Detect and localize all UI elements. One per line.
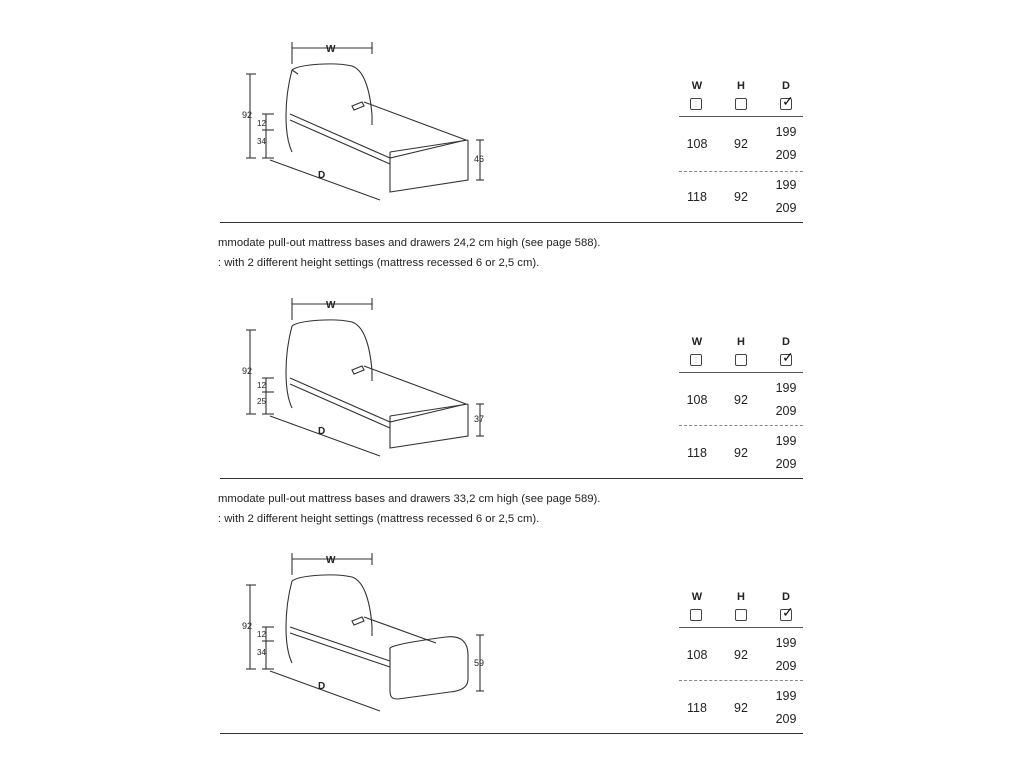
row2-height: 92 [734,446,748,460]
table-divider [679,372,803,373]
checkbox-d[interactable] [780,349,794,366]
checkbox-w[interactable] [690,98,702,110]
col-header-d: D [782,591,790,603]
note-line-2: : with 2 different height settings (mattress recessed 6 or 2,5 cm). [218,257,540,269]
col-header-w: W [691,336,703,348]
dim-headboard-low-label: 12 [257,630,266,639]
dim-d-label: D [318,426,326,437]
row2-depth-2: 209 [775,457,797,471]
checkbox-w[interactable] [690,354,702,366]
dim-d-label: D [318,170,326,181]
row-divider [679,425,803,426]
row1-depth-2: 209 [775,659,797,673]
spec-table-3 [679,591,803,736]
dim-end-label: 46 [474,154,485,164]
bed-drawing-2 [240,296,500,461]
dim-end-label: 59 [474,658,485,668]
note-line-2: : with 2 different height settings (mattress recessed 6 or 2,5 cm). [218,513,540,525]
row1-width: 108 [686,137,708,151]
row1-depth-2: 209 [775,404,797,418]
dim-d-label: D [318,681,326,692]
checkbox-d[interactable] [780,93,794,110]
spec-table-2 [679,336,803,481]
row1-height: 92 [734,393,748,407]
row1-depth-1: 199 [775,636,797,650]
row2-depth-2: 209 [775,201,797,215]
checkbox-w[interactable] [690,609,702,621]
col-header-w: W [691,591,703,603]
dim-height-label: 92 [242,621,253,631]
dim-frame-label: 34 [257,137,266,146]
row2-depth-1: 199 [775,434,797,448]
note-line-1: mmodate pull-out mattress bases and drawers 33,2 cm high (see page 589). [218,493,601,505]
bed-drawing-3 [240,551,500,716]
row1-depth-1: 199 [775,125,797,139]
dim-end-label: 37 [474,414,485,424]
row1-height: 92 [734,137,748,151]
col-header-d: D [782,336,790,348]
dim-headboard-low-label: 12 [257,381,266,390]
table-divider [679,116,803,117]
dim-w-label: W [326,44,336,55]
checkbox-h[interactable] [735,609,747,621]
check-icon: ✓ [782,93,794,109]
section-baseline [220,478,803,479]
row2-width: 118 [687,701,707,715]
dim-height-label: 92 [242,366,253,376]
row-divider [679,171,803,172]
bed-drawing-1 [240,40,500,205]
col-header-h: H [737,80,745,92]
col-header-h: H [737,336,745,348]
row1-width: 108 [686,648,708,662]
row2-depth-1: 199 [775,689,797,703]
checkbox-h[interactable] [735,98,747,110]
row2-depth-2: 209 [775,712,797,726]
row2-width: 118 [687,446,707,460]
checkbox-h[interactable] [735,354,747,366]
dim-headboard-low-label: 12 [257,119,266,128]
check-icon: ✓ [782,349,794,365]
col-header-h: H [737,591,745,603]
dim-height-label: 92 [242,110,253,120]
row1-depth-1: 199 [775,381,797,395]
spec-table-1 [679,80,803,225]
col-header-d: D [782,80,790,92]
dim-frame-label: 34 [257,648,266,657]
col-header-w: W [691,80,703,92]
section-baseline [220,222,803,223]
row-divider [679,680,803,681]
row2-height: 92 [734,701,748,715]
row2-depth-1: 199 [775,178,797,192]
dim-w-label: W [326,555,336,566]
table-divider [679,627,803,628]
note-line-1: mmodate pull-out mattress bases and drawers 24,2 cm high (see page 588). [218,237,601,249]
row2-width: 118 [687,190,707,204]
check-icon: ✓ [782,604,794,620]
section-baseline [220,733,803,734]
row2-height: 92 [734,190,748,204]
row1-height: 92 [734,648,748,662]
row1-depth-2: 209 [775,148,797,162]
dim-w-label: W [326,300,336,311]
row1-width: 108 [686,393,708,407]
checkbox-d[interactable] [780,604,794,621]
dim-frame-label: 25 [257,397,266,406]
